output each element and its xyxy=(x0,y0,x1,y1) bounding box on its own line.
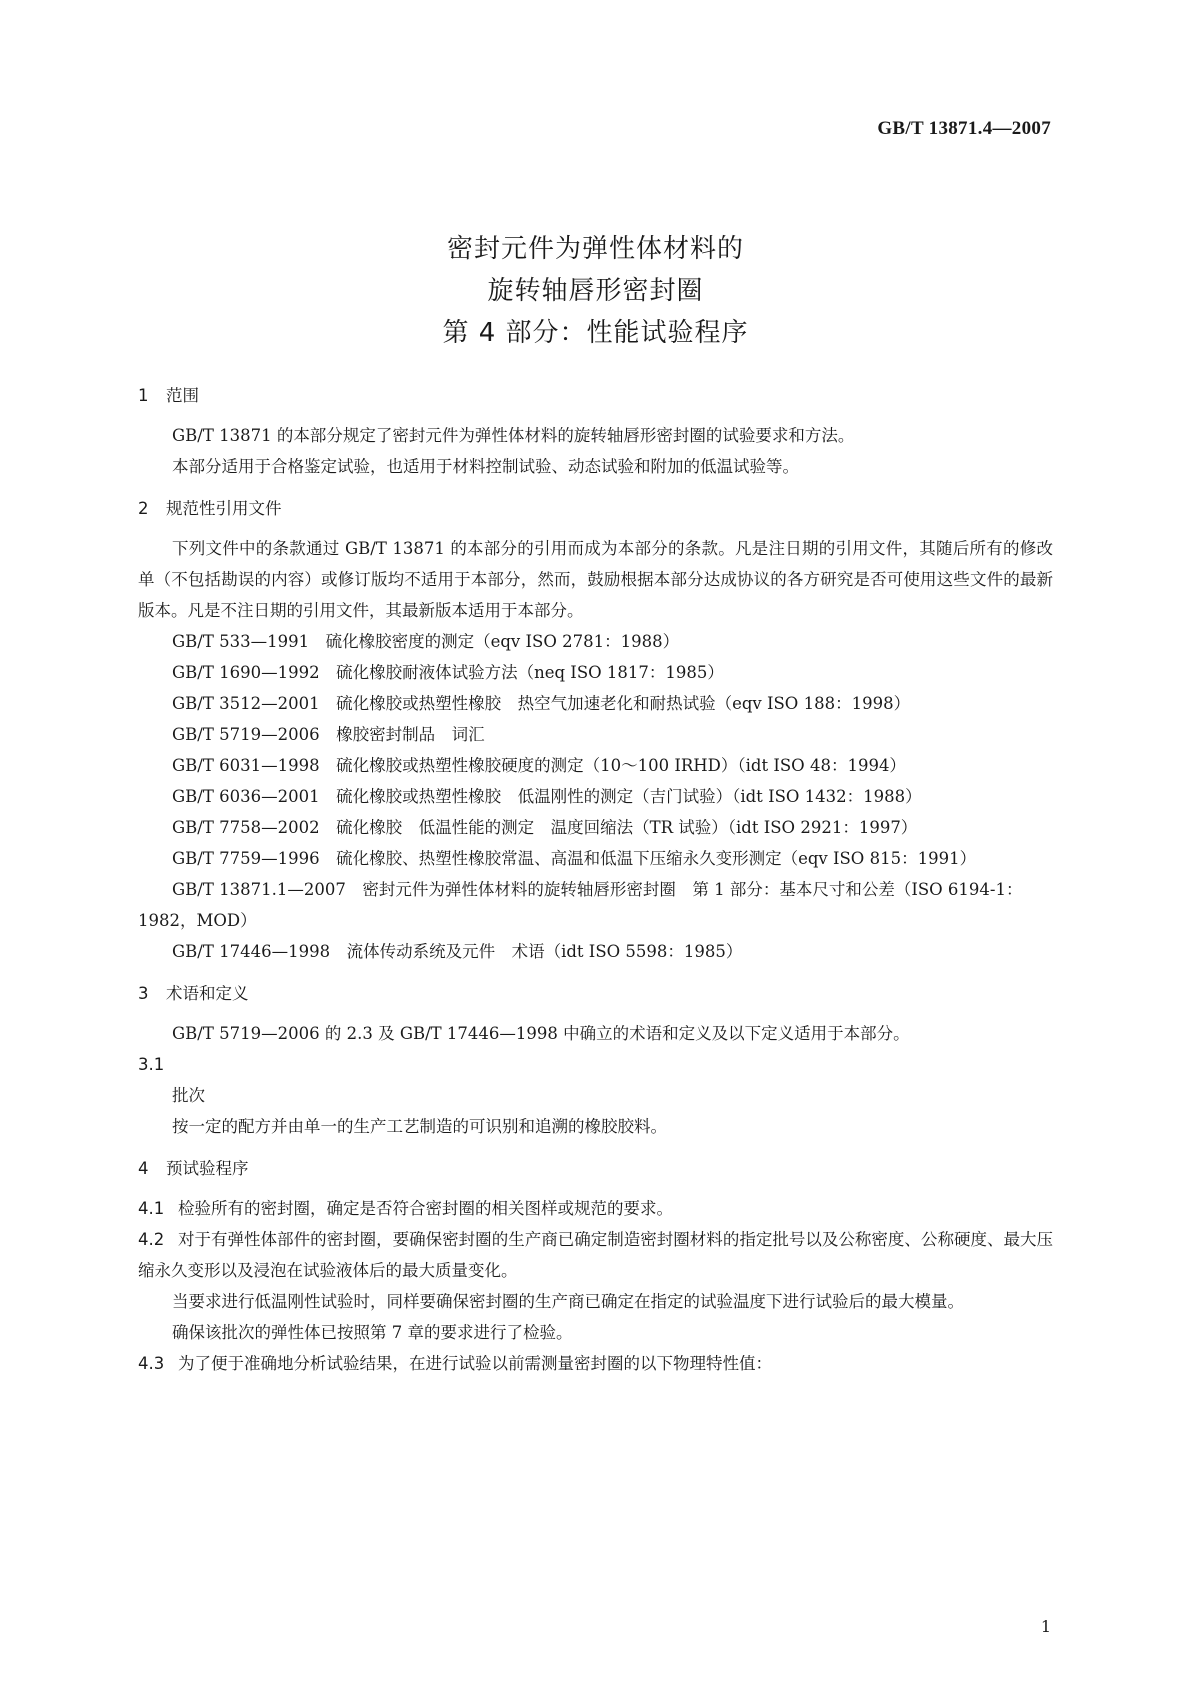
section-heading-pretest xyxy=(138,1153,1053,1184)
section-heading-scope xyxy=(138,380,1053,411)
reference-item: GB/T 13871.1—2007 密封元件为弹性体材料的旋转轴唇形密封圈 第 1 部分：基本尺寸和公差（ISO 6194-1：1982，MOD） xyxy=(138,880,1023,930)
clause-number: 4.1 xyxy=(138,1199,165,1218)
clause-4-2 xyxy=(138,1224,1053,1286)
section-number: 3 xyxy=(138,984,149,1003)
reference-item: GB/T 7758—2002 硫化橡胶 低温性能的测定 温度回缩法（TR 试验）（idt ISO 2921：1997） xyxy=(172,818,918,837)
reference-item: GB/T 5719—2006 橡胶密封制品 词汇 xyxy=(172,725,485,744)
reference-item: GB/T 1690—1992 硫化橡胶耐液体试验方法（neq ISO 1817：1985） xyxy=(172,663,724,682)
reference-item: GB/T 7759—1996 硫化橡胶、热塑性橡胶常温、高温和低温下压缩永久变形测定（eqv ISO 815：1991） xyxy=(172,849,977,868)
paragraph: 本部分适用于合格鉴定试验，也适用于材料控制试验、动态试验和附加的低温试验等。 xyxy=(172,457,799,476)
section-title: 规范性引用文件 xyxy=(166,499,282,518)
title-line-1: 密封元件为弹性体材料的 xyxy=(446,234,744,264)
section-title: 预试验程序 xyxy=(166,1159,249,1178)
document-body xyxy=(138,380,1053,1379)
title-line-3: 第 4 部分：性能试验程序 xyxy=(442,318,749,348)
clause-number: 4.2 xyxy=(138,1230,165,1249)
section-number: 4 xyxy=(138,1159,149,1178)
subclause-number: 3.1 xyxy=(138,1055,165,1074)
term: 批次 xyxy=(172,1086,205,1105)
page-number: 1 xyxy=(1040,1617,1051,1636)
reference-item: GB/T 17446—1998 流体传动系统及元件 术语（idt ISO 5598：1985） xyxy=(172,942,743,961)
clause-text: 为了便于准确地分析试验结果，在进行试验以前需测量密封圈的以下物理特性值： xyxy=(178,1354,772,1373)
paragraph: 下列文件中的条款通过 GB/T 13871 的本部分的引用而成为本部分的条款。凡是注日期的引用文件，其随后所有的修改单（不包括勘误的内容）或修订版均不适用于本部分，然而，鼓励根据本部分达成协议的各方研究是否可使用这些文件的最新版本。凡是不注日期的引用文件，其最新版本适用于本部分。 xyxy=(138,539,1053,620)
section-number: 2 xyxy=(138,499,149,518)
clause-number: 4.3 xyxy=(138,1354,165,1373)
section-heading-terms xyxy=(138,978,1053,1009)
section-title: 范围 xyxy=(166,386,199,405)
title-line-2: 旋转轴唇形密封圈 xyxy=(487,276,704,306)
paragraph: 确保该批次的弹性体已按照第 7 章的要求进行了检验。 xyxy=(172,1323,573,1342)
paragraph: 当要求进行低温刚性试验时，同样要确保密封圈的生产商已确定在指定的试验温度下进行试验后的最大模量。 xyxy=(172,1292,964,1311)
section-number: 1 xyxy=(138,386,149,405)
standard-code: GB/T 13871.4—2007 xyxy=(877,118,1051,139)
paragraph: GB/T 13871 的本部分规定了密封元件为弹性体材料的旋转轴唇形密封圈的试验要求和方法。 xyxy=(172,426,855,445)
reference-item: GB/T 6036—2001 硫化橡胶或热塑性橡胶 低温刚性的测定（吉门试验）（idt ISO 1432：1988） xyxy=(172,787,922,806)
paragraph: GB/T 5719—2006 的 2.3 及 GB/T 17446—1998 中确立的术语和定义及以下定义适用于本部分。 xyxy=(172,1024,910,1043)
clause-text: 对于有弹性体部件的密封圈，要确保密封圈的生产商已确定制造密封圈材料的指定批号以及公称密度、公称硬度、最大压缩永久变形以及浸泡在试验液体后的最大质量变化。 xyxy=(138,1230,1053,1280)
section-heading-normative-references xyxy=(138,493,1053,524)
clause-4-3 xyxy=(138,1348,1053,1379)
reference-item: GB/T 3512—2001 硫化橡胶或热塑性橡胶 热空气加速老化和耐热试验（eqv ISO 188：1998） xyxy=(172,694,911,713)
reference-item: GB/T 6031—1998 硫化橡胶或热塑性橡胶硬度的测定（10～100 IRHD）（idt ISO 48：1994） xyxy=(172,756,906,775)
reference-item: GB/T 533—1991 硫化橡胶密度的测定（eqv ISO 2781：1988） xyxy=(172,632,680,651)
section-title: 术语和定义 xyxy=(166,984,249,1003)
clause-4-1 xyxy=(138,1193,1053,1224)
clause-text: 检验所有的密封圈，确定是否符合密封圈的相关图样或规范的要求。 xyxy=(178,1199,673,1218)
term-definition: 按一定的配方并由单一的生产工艺制造的可识别和追溯的橡胶胶料。 xyxy=(172,1117,667,1136)
document-title xyxy=(0,228,1191,354)
